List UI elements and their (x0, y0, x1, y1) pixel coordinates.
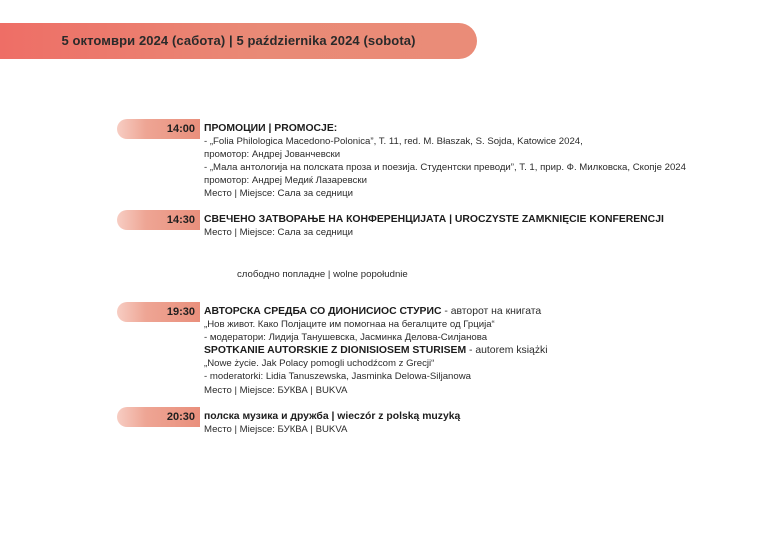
date-title: 5 октомври 2024 (сабота) | 5 października 2024 (sobota) (61, 33, 416, 48)
event-title-mk-rest: - авторот на книгата (441, 306, 542, 317)
time-pill (117, 119, 200, 139)
event-title-pl-rest: - autorem książki (466, 345, 548, 357)
event-title-pl-bold: SPOTKANIE AUTORSKIE Z DIONISIOSEM STURISEM (204, 345, 467, 357)
event-place: Место | Miejsce: БУКВА | BUKVA (204, 384, 348, 396)
event-content (204, 213, 664, 239)
event-title-mk (204, 305, 548, 318)
event-time: 14:00 (166, 123, 195, 135)
free-afternoon-note: слободно попладне | wolne popołudnie (237, 269, 408, 280)
event-content (204, 305, 548, 397)
date-header-banner (0, 23, 477, 59)
event-place: Место | Miejsce: БУКВА | BUKVA (204, 424, 348, 436)
time-pill (117, 302, 200, 322)
book-entry: - „Folia Philologica Macedono-Polonica”, T. 11, red. M. Błaszak, S. Sojda, Katowice 2024, (204, 136, 583, 148)
event-time: 19:30 (166, 306, 195, 318)
book-title-pl: „Nowe życie. Jak Polacy pomogli uchodźcom z Grecji“ (204, 358, 435, 370)
event-title: полска музика и дружба | wieczór z polską muzyką (204, 411, 461, 422)
book-title-mk: „Нов живот. Како Полјаците им помогнаа на бегалците од Грција“ (204, 319, 495, 331)
moderators-pl: - moderatorki: Lidia Tanuszewska, Jasminka Delowa-Siljanowa (204, 371, 471, 383)
event-time: 14:30 (166, 214, 195, 226)
event-time: 20:30 (166, 411, 195, 423)
promoter-line: промотор: Андреј Јованчевски (204, 149, 341, 161)
event-title: СВЕЧЕНО ЗАТВОРАЊЕ НА КОНФЕРЕНЦИЈАТА | UROCZYSTE ZAMKNIĘCIE KONFERENCJI (204, 214, 664, 225)
event-place: Место | Miejsce: Сала за седници (204, 188, 353, 200)
event-content (204, 122, 686, 201)
time-pill (117, 210, 200, 230)
event-title-mk-bold: АВТОРСКА СРЕДБА СО ДИОНИСИОС СТУРИС (204, 306, 442, 317)
promoter-line: промотор: Андреј Медиќ Лазаревски (204, 175, 367, 187)
time-pill (117, 407, 200, 427)
event-title: ПРОМОЦИИ | PROMOCJE: (204, 123, 338, 134)
event-content (204, 410, 460, 436)
event-title-pl (204, 344, 548, 357)
book-entry: - „Мала антологија на полската проза и поезија. Студентски преводи”, Т. 1, прир. Ф. Милковска, Скопје 2024 (204, 162, 686, 174)
moderators-mk: - модератори: Лидија Танушевска, Јасминка Делова-Силјанова (204, 332, 488, 344)
event-place: Место | Miejsce: Сала за седници (204, 227, 353, 239)
